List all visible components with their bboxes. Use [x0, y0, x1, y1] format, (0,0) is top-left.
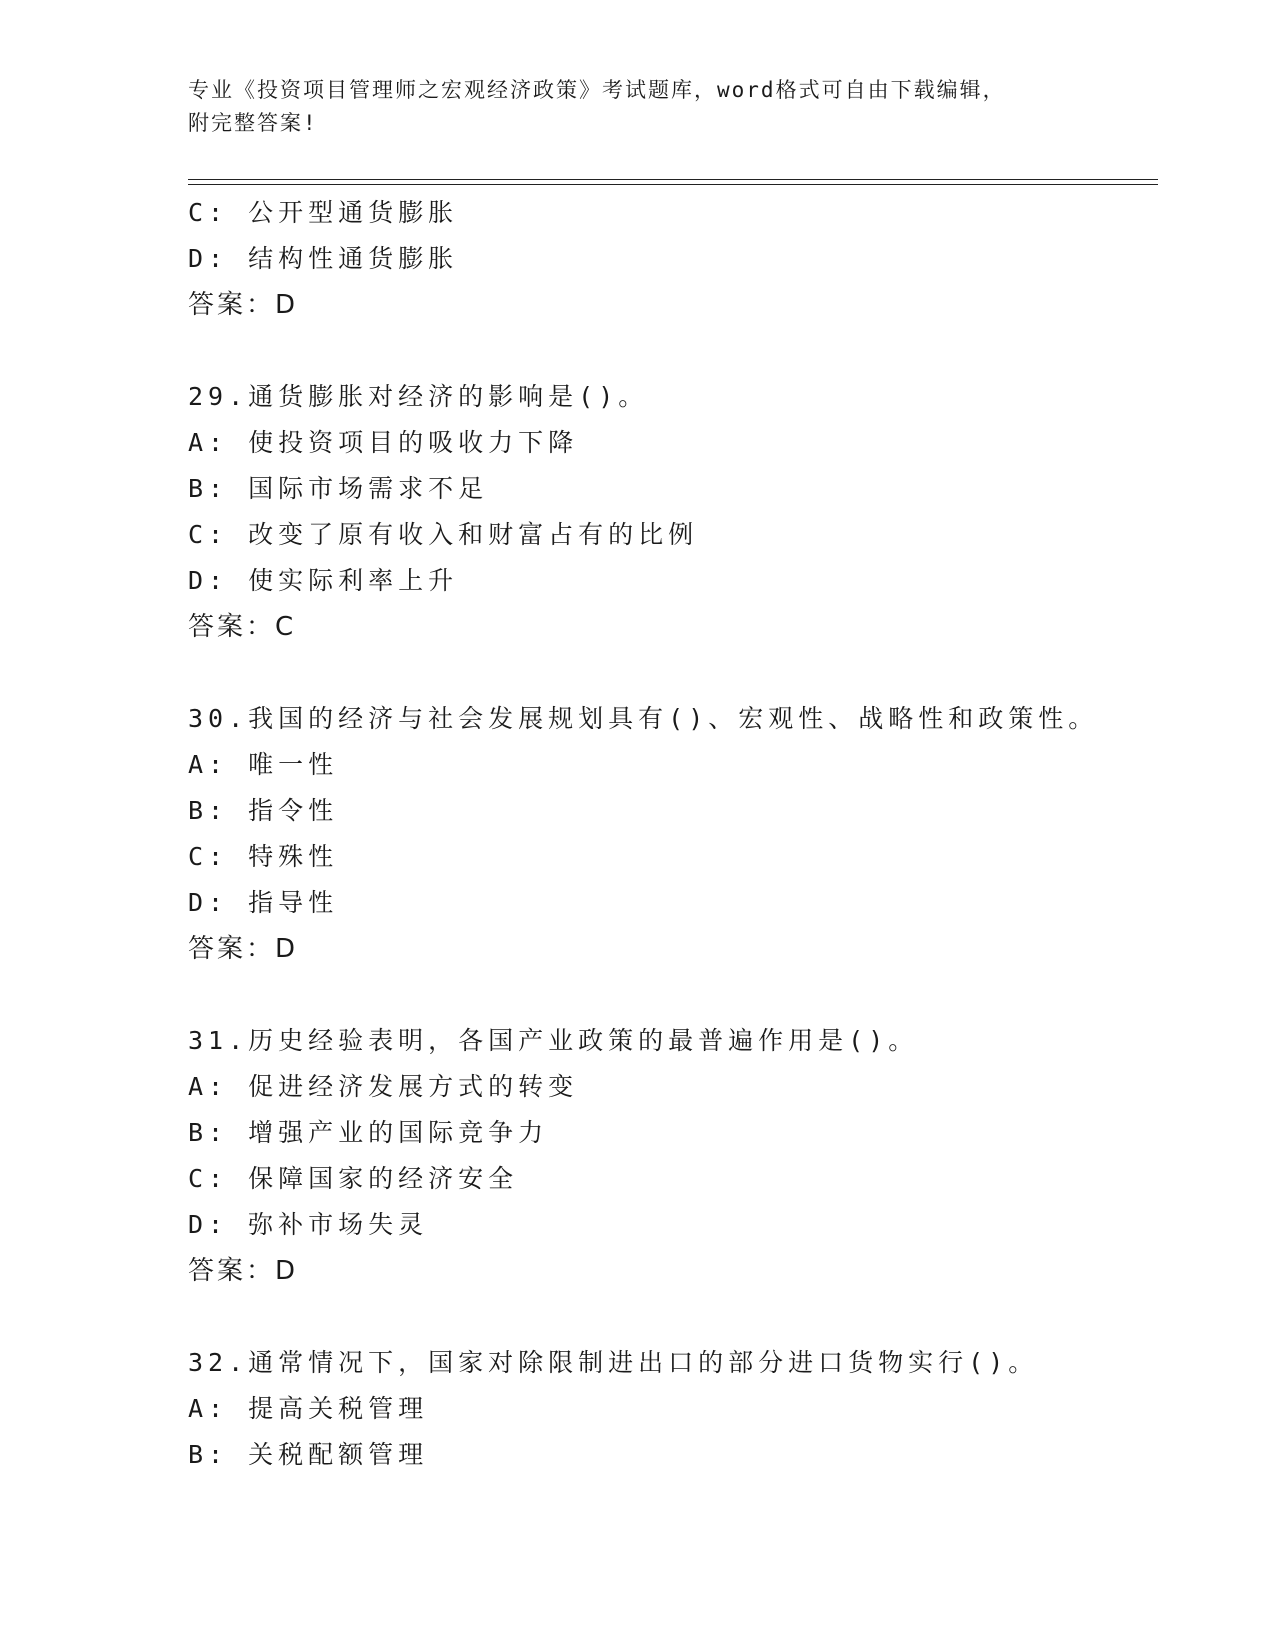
question-list — [188, 190, 1158, 1478]
option-c: C: 保障国家的经济安全 — [188, 1164, 519, 1193]
question-31 — [188, 1018, 1158, 1294]
option-b: B: 指令性 — [188, 796, 339, 825]
answer-value: C — [275, 612, 296, 642]
option-d: D: 使实际利率上升 — [188, 566, 459, 595]
option-b: B: 国际市场需求不足 — [188, 474, 489, 503]
question-32 — [188, 1340, 1158, 1478]
option-c: C: 特殊性 — [188, 842, 339, 871]
option-d: D: 弥补市场失灵 — [188, 1210, 429, 1239]
option-a: A: 提高关税管理 — [188, 1394, 429, 1423]
document-header — [188, 74, 1088, 140]
option-d: D: 指导性 — [188, 888, 339, 917]
question-stem: 29.通货膨胀对经济的影响是()。 — [188, 382, 649, 411]
answer-line — [188, 282, 1158, 328]
option-b: B: 关税配额管理 — [188, 1440, 429, 1469]
answer-label: 答案： — [188, 290, 276, 320]
answer-line — [188, 926, 1158, 972]
question-30 — [188, 696, 1158, 972]
question-stem: 32.通常情况下，国家对除限制进出口的部分进口货物实行()。 — [188, 1348, 1039, 1377]
answer-line — [188, 1248, 1158, 1294]
option-c: C: 改变了原有收入和财富占有的比例 — [188, 520, 699, 549]
answer-label: 答案： — [188, 1256, 276, 1286]
question-stem: 31.历史经验表明，各国产业政策的最普遍作用是()。 — [188, 1026, 919, 1055]
question-spacer — [188, 328, 1158, 374]
option-d: D: 结构性通货膨胀 — [188, 244, 459, 273]
question-spacer — [188, 1294, 1158, 1340]
answer-label: 答案： — [188, 934, 276, 964]
answer-line — [188, 604, 1158, 650]
answer-value: D — [275, 934, 298, 964]
answer-label: 答案： — [188, 612, 276, 642]
header-line-2: 附完整答案! — [188, 111, 318, 135]
question-spacer — [188, 650, 1158, 696]
question-stem: 30.我国的经济与社会发展规划具有()、宏观性、战略性和政策性。 — [188, 704, 1099, 733]
question-28-continued — [188, 190, 1158, 328]
option-a: A: 唯一性 — [188, 750, 339, 779]
answer-value: D — [275, 1256, 298, 1286]
header-divider-top — [188, 179, 1158, 180]
option-c: C: 公开型通货膨胀 — [188, 198, 459, 227]
option-a: A: 使投资项目的吸收力下降 — [188, 428, 579, 457]
answer-value: D — [275, 290, 298, 320]
header-divider-bottom — [188, 184, 1158, 185]
option-b: B: 增强产业的国际竞争力 — [188, 1118, 549, 1147]
header-line-1: 专业《投资项目管理师之宏观经济政策》考试题库，word格式可自由下载编辑， — [188, 78, 1006, 102]
question-29 — [188, 374, 1158, 650]
option-a: A: 促进经济发展方式的转变 — [188, 1072, 579, 1101]
question-spacer — [188, 972, 1158, 1018]
